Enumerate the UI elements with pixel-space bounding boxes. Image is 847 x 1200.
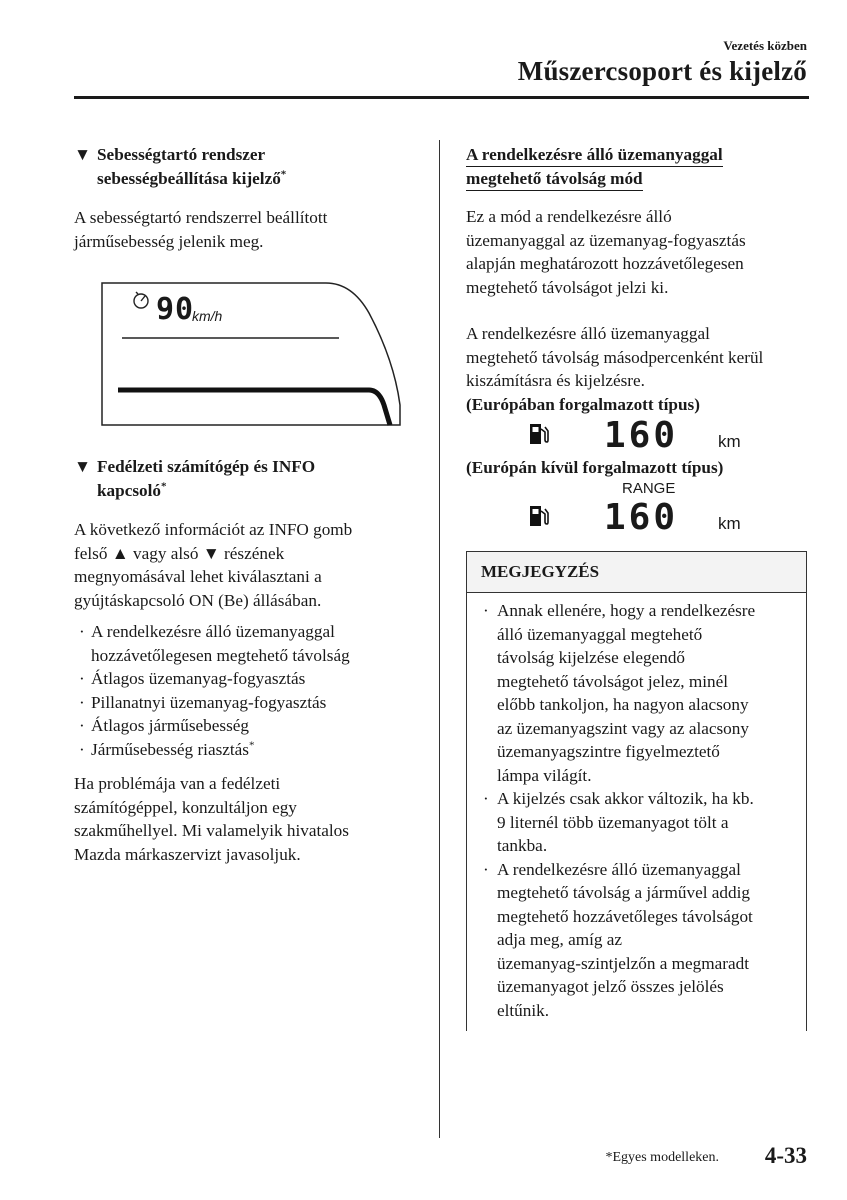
range-value: 160 — [604, 415, 679, 456]
column-divider — [439, 140, 440, 1138]
list-text: megtehető hozzávetőleges távolságot — [497, 906, 753, 926]
fuel-pump-icon — [528, 422, 550, 446]
text-line: alapján meghatározott hozzávetőlegesen — [466, 254, 744, 273]
bullet: · — [79, 716, 85, 735]
header-rule — [74, 96, 809, 99]
triangle-up-icon: ▲ — [111, 543, 129, 563]
info-list — [74, 620, 424, 761]
note-box — [466, 551, 807, 1031]
page-number: 4-33 — [764, 1143, 807, 1168]
mode-text — [466, 205, 808, 299]
list-item — [481, 787, 796, 858]
list-text: az üzemanyagszint vagy az alacsony — [497, 718, 749, 738]
text-line: megnyomásával lehet kiválasztani a — [74, 567, 322, 586]
text-line: megtehető távolságot jelzi ki. — [466, 277, 669, 297]
fuel-pump-icon — [528, 504, 550, 528]
range-caption: RANGE — [622, 479, 676, 497]
list-text: A rendelkezésre álló üzemanyaggal — [91, 622, 335, 641]
footnote: *Egyes modelleken. — [605, 1150, 719, 1165]
asterisk: * — [280, 167, 287, 180]
list-text: álló üzemanyaggal megtehető — [497, 624, 703, 644]
list-text: előbb tankoljon, ha nagyon alacsony — [497, 695, 749, 714]
mode-heading — [466, 143, 808, 191]
text-line: járműsebesség jelenik meg. — [74, 231, 264, 251]
text-line: szakműhellyel. Mi valamelyik hivatalos — [74, 821, 349, 840]
eu-label: (Európában forgalmazott típus) — [466, 394, 700, 414]
text-line: vagy alsó — [133, 543, 199, 563]
bullet: · — [79, 739, 85, 759]
noneu-range-display — [466, 498, 808, 538]
list-item — [481, 858, 796, 1023]
heading-line: kapcsoló — [97, 480, 161, 500]
list-item — [74, 714, 424, 738]
section-label: Vezetés közben — [723, 38, 807, 53]
list-text: adja meg, amíg az — [497, 930, 623, 949]
text-line: Mazda márkaszervizt javasoljuk. — [74, 844, 301, 864]
calc-text — [466, 322, 808, 393]
list-text: Járműsebesség riasztás — [91, 739, 249, 759]
list-text: üzemanyagot jelző összes jelölés — [497, 977, 724, 996]
bullet: · — [79, 692, 85, 712]
bullet: · — [483, 601, 489, 620]
info-text — [74, 518, 424, 612]
note-heading: MEGJEGYZÉS — [466, 551, 807, 593]
list-text: lámpa világít. — [497, 765, 592, 785]
bullet: · — [483, 859, 489, 879]
list-item — [481, 599, 796, 787]
list-item — [74, 738, 424, 762]
heading-line: Sebességtartó rendszer — [97, 145, 266, 164]
text-line: üzemanyaggal az üzemanyag-fogyasztás — [466, 230, 746, 250]
heading-line: Fedélzeti számítógép és INFO — [97, 457, 316, 476]
cruise-speed-icon — [134, 292, 148, 308]
bullet: · — [483, 789, 489, 808]
cruise-text — [74, 206, 424, 253]
list-text: megtehető távolság a járművel addig — [497, 883, 750, 902]
text-line: gyújtáskapcsoló ON (Be) állásában. — [74, 590, 322, 610]
text-line: A következő információt az INFO gomb — [74, 520, 353, 539]
noneu-label: (Európán kívül forgalmazott típus) — [466, 458, 724, 477]
right-column — [466, 143, 808, 538]
list-text: hozzávetőlegesen megtehető távolság — [91, 645, 350, 665]
bullet: · — [79, 622, 85, 641]
speed-value: 90 — [156, 292, 195, 327]
display-outline — [74, 265, 424, 445]
info-heading — [74, 455, 424, 502]
text-line: felső — [74, 543, 108, 563]
list-text: Átlagos üzemanyag-fogyasztás — [91, 669, 306, 688]
list-text: üzemanyag-szintjelzőn a megmaradt — [497, 953, 749, 973]
list-text: Annak ellenére, hogy a rendelkezésre — [497, 601, 756, 620]
cruise-display-figure — [74, 265, 424, 455]
list-text: Átlagos járműsebesség — [91, 716, 249, 735]
list-item — [74, 667, 424, 691]
text-line: A rendelkezésre álló üzemanyaggal — [466, 324, 710, 343]
range-unit: km — [718, 513, 741, 533]
heading-line: sebességbeállítása kijelző — [97, 168, 281, 188]
triangle-down-icon: ▼ — [74, 457, 92, 476]
list-text: távolság kijelzése elegendő — [497, 648, 686, 667]
page-title: Műszercsoport és kijelző — [517, 56, 807, 86]
triangle-down-icon: ▼ — [74, 145, 92, 164]
text-line: kiszámításra és kijelzésre. — [466, 371, 645, 390]
list-text: Pillanatnyi üzemanyag-fogyasztás — [91, 692, 327, 712]
list-text: eltűnik. — [497, 1000, 550, 1020]
list-text: üzemanyagszintre figyelmeztető — [497, 742, 720, 761]
list-text: tankba. — [497, 836, 548, 855]
eu-range-display — [466, 416, 808, 456]
list-item — [74, 691, 424, 715]
mode-title-line: A rendelkezésre álló üzemanyaggal — [466, 143, 723, 167]
text-line: A sebességtartó rendszerrel beállított — [74, 208, 328, 227]
list-text: A rendelkezésre álló üzemanyaggal — [497, 859, 741, 879]
triangle-down-icon: ▼ — [202, 543, 220, 563]
range-unit: km — [718, 432, 741, 451]
asterisk: * — [248, 738, 255, 751]
range-value: 160 — [604, 496, 679, 538]
asterisk: * — [161, 479, 167, 492]
list-text: 9 liternél több üzemanyagot tölt a — [497, 812, 729, 832]
list-item — [74, 620, 424, 667]
list-text: megtehető távolságot jelez, minél — [497, 671, 728, 691]
text-line: Ha problémája van a fedélzeti — [74, 774, 281, 793]
bullet: · — [79, 669, 85, 688]
note-list — [481, 599, 796, 1022]
text-line: Ez a mód a rendelkezésre álló — [466, 207, 672, 226]
cruise-heading — [74, 143, 424, 190]
text-line: megtehető távolság másodpercenként kerül — [466, 347, 764, 367]
mode-title-line: megtehető távolság mód — [466, 167, 643, 191]
text-line: részének — [224, 543, 285, 563]
list-text: A kijelzés csak akkor változik, ha kb. — [497, 789, 754, 808]
service-text — [74, 772, 424, 866]
text-line: számítógéppel, konzultáljon egy — [74, 797, 297, 817]
speed-unit: km/h — [192, 308, 223, 324]
left-column — [74, 143, 424, 866]
note-body — [466, 593, 807, 1031]
